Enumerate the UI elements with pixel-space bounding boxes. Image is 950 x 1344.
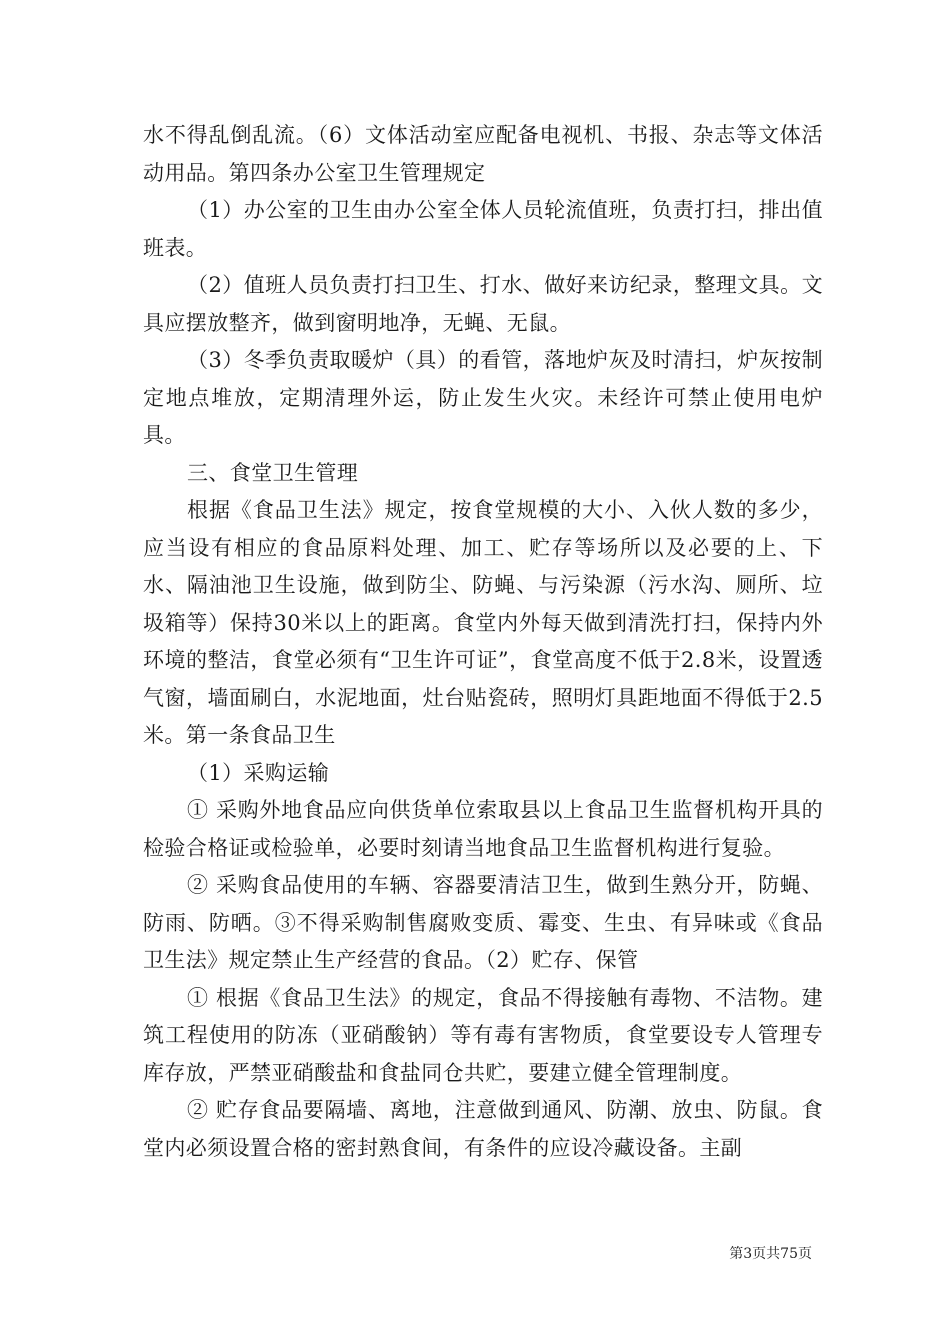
paragraph-8: ① 采购外地食品应向供货单位索取县以上食品卫生监督机构开具的检验合格证或检验单，必要时刻请当地食品卫生监督机构进行复验。 xyxy=(143,798,823,860)
paragraph-10: ① 根据《食品卫生法》的规定，食品不得接触有毒物、不洁物。建筑工程使用的防冻（亚硝酸钠）等有毒有害物质，食堂要设专人管理专库存放，严禁亚硝酸盐和食盐同仓共贮，要建立健全管理制度。 xyxy=(143,985,823,1085)
paragraph-6: 根据《食品卫生法》规定，按食堂规模的大小、入伙人数的多少，应当设有相应的食品原料处理、加工、贮存等场所以及必要的上、下水、隔油池卫生设施，做到防尘、防蝇、与污染源（污水沟、厕所、垃圾箱等）保持30米以上的距离。食堂内外每天做到清洗打扫，保持内外环境的整洁，食堂必须有“卫生许可证”，食堂高度不低于2.8米，设置透气窗，墙面刷白，水泥地面，灶台贴瓷砖，照明灯具距地面不得低于2.5米。第一条食品卫生 xyxy=(143,498,823,747)
paragraph-1: 水不得乱倒乱流。（6）文体活动室应配备电视机、书报、杂志等文体活动用品。第四条办公室卫生管理规定 xyxy=(143,123,823,185)
section-heading-canteen: 三、食堂卫生管理 xyxy=(187,460,359,485)
paragraph-4: （3）冬季负责取暖炉（具）的看管，落地炉灰及时清扫，炉灰按制定地点堆放，定期清理外运，防止发生火灾。未经许可禁止使用电炉具。 xyxy=(143,348,823,447)
paragraph-11: ② 贮存食品要隔墙、离地，注意做到通风、防潮、放虫、防鼠。食堂内必须设置合格的密封熟食间，有条件的应设冷藏设备。主副 xyxy=(143,1098,823,1160)
paragraph-9: ② 采购食品使用的车辆、容器要清洁卫生，做到生熟分开，防蝇、防雨、防晒。③不得采购制售腐败变质、霉变、生虫、有异味或《食品卫生法》规定禁止生产经营的食品。（2）贮存、保管 xyxy=(143,873,823,972)
document-body xyxy=(143,117,823,1167)
subheading-purchase-transport: （1）采购运输 xyxy=(187,760,330,785)
paragraph-2: （1）办公室的卫生由办公室全体人员轮流值班，负责打扫，排出值班表。 xyxy=(143,198,823,260)
page-number: 第3页共75页 xyxy=(729,1246,812,1262)
paragraph-3: （2）值班人员负责打扫卫生、打水、做好来访纪录，整理文具。文具应摆放整齐，做到窗明地净，无蝇、无鼠。 xyxy=(143,273,823,335)
